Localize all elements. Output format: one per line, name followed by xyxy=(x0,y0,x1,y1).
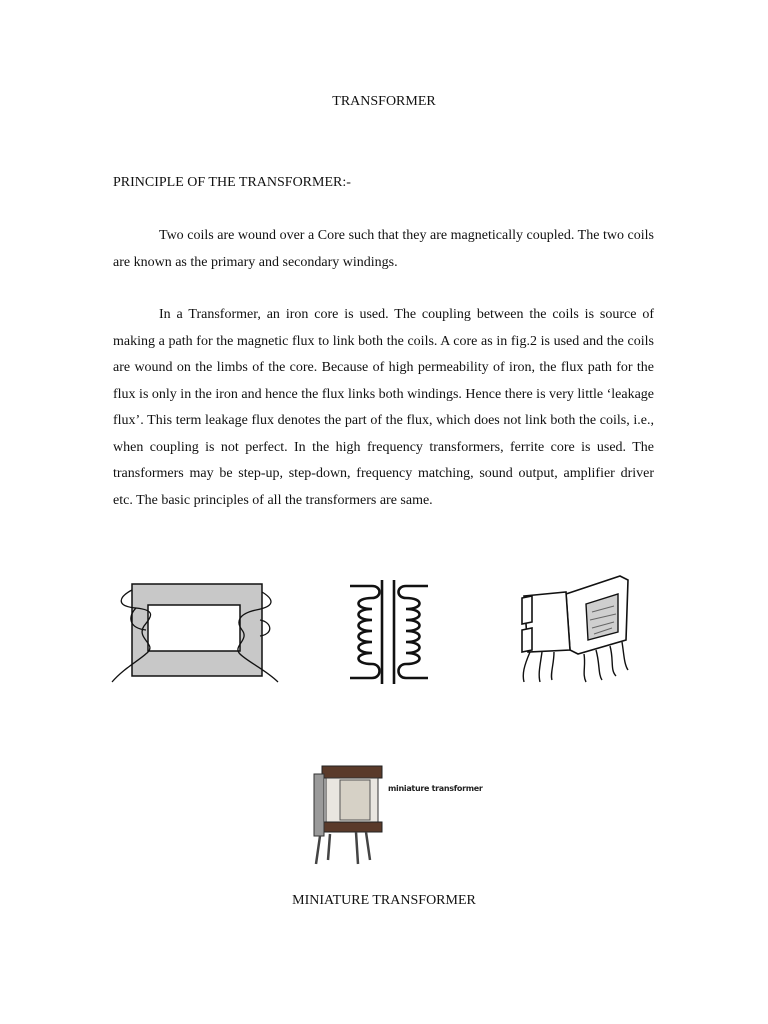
transformer-symbol-figure xyxy=(342,578,434,686)
transformer-sketch-figure xyxy=(510,570,640,688)
mini-side-bracket xyxy=(314,774,324,836)
mini-pins xyxy=(316,832,370,864)
secondary-coil xyxy=(399,586,429,678)
paragraph-intro: Two coils are wound over a Core such that they are magnetically coupled. The two coils are known as the primary and secondary windings. xyxy=(113,228,654,270)
miniature-transformer-photo xyxy=(300,760,485,868)
section-heading: PRINCIPLE OF THE TRANSFORMER:- xyxy=(113,175,351,190)
figure-caption: MINIATURE TRANSFORMER xyxy=(292,893,476,908)
miniature-photo-label: miniature transformer xyxy=(388,784,483,793)
mini-core-top xyxy=(322,766,382,778)
paragraph-core: In a Transformer, an iron core is used. The coupling between the coils is source of making a path for the magnetic flux to link both the coils. A core as in fig.2 is used and the coils are wound on the limbs of the core. Because of high permeability of iron, the flux path for the flux is only in the iron and hence the flux links both windings. Hence there is very little ‘leakage flux’. This term leakage flux denotes the part of the flux, which does not link both the coils, i.e., when coupling is not perfect. In the high frequency transformers, ferrite core is used. The transformers may be step-up, step-down, frequency matching, sound output, amplifier driver etc. The basic principles of all the transformers are same. xyxy=(113,307,654,508)
mini-core-bottom xyxy=(322,822,382,832)
core-window xyxy=(148,605,240,651)
core-winding-figure xyxy=(110,578,280,686)
page-title: TRANSFORMER xyxy=(332,94,436,109)
primary-coil xyxy=(350,586,380,678)
mini-winding xyxy=(340,780,370,820)
